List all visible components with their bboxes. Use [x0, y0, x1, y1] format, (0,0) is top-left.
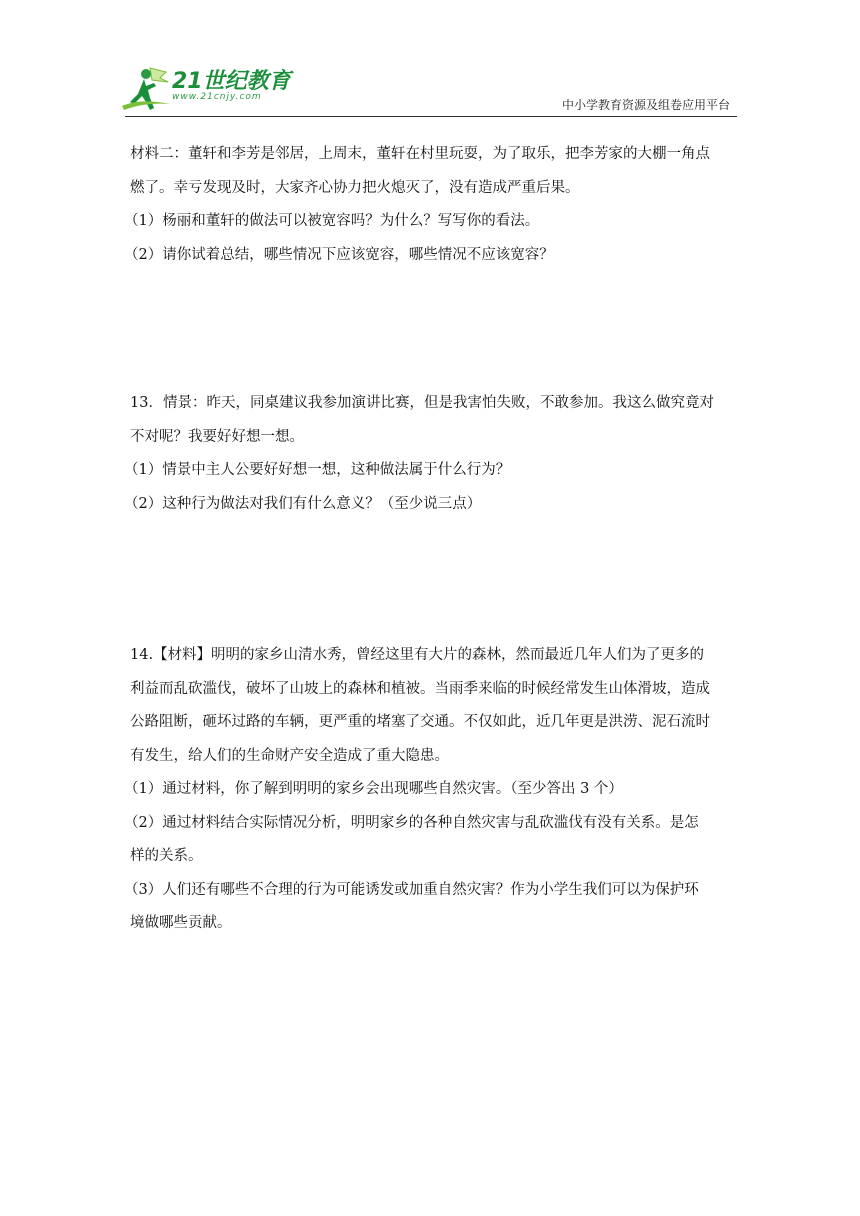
question-14-sub-3-cont: 境做哪些贡献。: [130, 915, 232, 931]
runner-icon: [120, 62, 174, 114]
header-divider: [125, 116, 737, 117]
question-13-line: 不对呢？我要好好想一想。: [130, 428, 304, 445]
material-two-line: 材料二：董轩和李芳是邻居，上周末，董轩在村里玩耍，为了取乐，把李芳家的大棚一角点: [130, 146, 710, 162]
question-14-sub-3: （3）人们还有哪些不合理的行为可能诱发或加重自然灾害？作为小学生我们可以为保护环: [124, 881, 699, 898]
logo: [120, 62, 300, 118]
material-two-line: 燃了。幸亏发现及时，大家齐心协力把火熄灭了，没有造成严重后果。: [130, 179, 580, 196]
document-body: [124, 138, 742, 941]
answer-space: [130, 272, 742, 387]
page-header: [0, 0, 860, 120]
question-13-sub-1: （1）情景中主人公要好好想一想，这种做法属于什么行为？: [124, 462, 511, 478]
question-sub-1: （1）杨丽和董轩的做法可以被宽容吗？为什么？写写你的看法。: [124, 213, 540, 229]
question-14-sub-2: （2）通过材料结合实际情况分析，明明家乡的各种自然灾害与乱砍滥伐有没有关系。是怎: [124, 814, 699, 831]
question-13-sub-2: （2）这种行为做法对我们有什么意义？（至少说三点）: [124, 495, 482, 512]
answer-space: [130, 521, 742, 639]
question-14-line: 公路阻断，砸坏过路的车辆，更严重的堵塞了交通。不仅如此，近几年更是洪涝、泥石流时: [130, 714, 710, 730]
logo-text: 21世纪教育: [172, 69, 291, 94]
platform-title: 中小学教育资源及组卷应用平台: [561, 98, 730, 112]
question-13-line: 13．情景：昨天，同桌建议我参加演讲比赛，但是我害怕失败，不敢参加。我这么做究竟对: [130, 395, 714, 411]
logo-url: www.21cnjy.com: [172, 92, 262, 102]
question-14-line: 有发生，给人们的生命财产安全造成了重大隐患。: [130, 747, 449, 764]
question-sub-2: （2）请你试着总结，哪些情况下应该宽容，哪些情况不应该宽容？: [124, 246, 554, 263]
question-14-sub-1: （1）通过材料，你了解到明明的家乡会出现哪些自然灾害。（至少答出 3 个）: [124, 781, 623, 797]
question-14-line: 14.【材料】明明的家乡山清水秀，曾经这里有大片的森林，然而最近几年人们为了更多的: [130, 647, 705, 663]
question-14-line: 利益而乱砍滥伐，破坏了山坡上的森林和植被。当雨季来临的时候经常发生山体滑坡，造成: [130, 680, 710, 697]
question-14-sub-2-cont: 样的关系。: [130, 848, 203, 864]
